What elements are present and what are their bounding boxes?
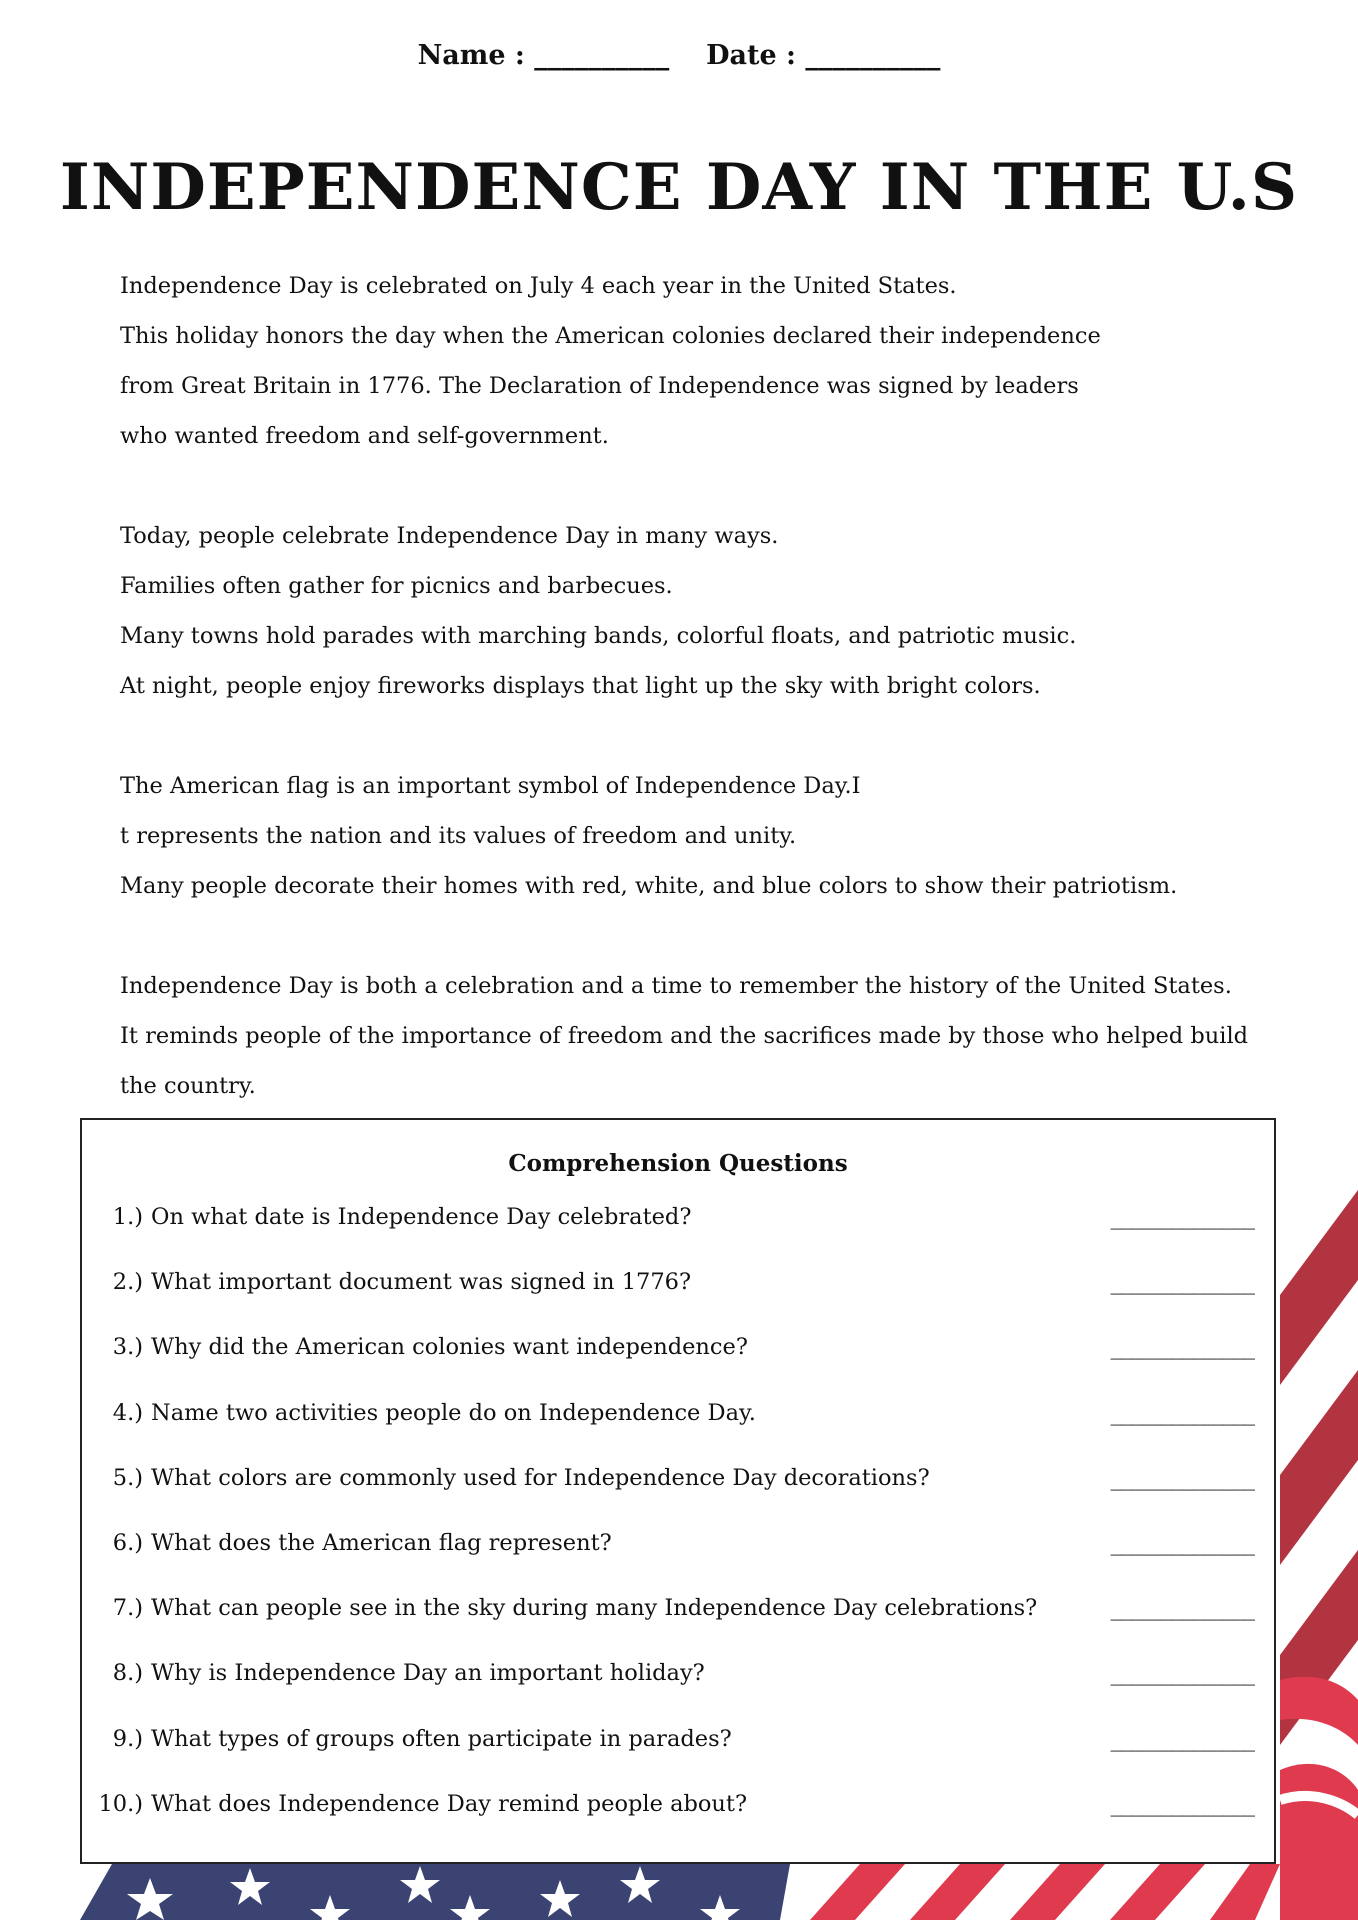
question-text: Why is Independence Day an important holiday?	[151, 1660, 705, 1687]
answer-blank[interactable]: ______________	[1110, 1595, 1254, 1622]
question-row	[82, 1453, 1274, 1518]
question-row	[82, 1518, 1274, 1583]
flag-blue-field	[80, 1864, 790, 1920]
passage-line: Independence Day is both a celebration and a time to remember the history of the United States.	[120, 973, 1232, 999]
question-row	[82, 1779, 1274, 1844]
question-number: 1.)	[112, 1204, 143, 1230]
passage-line: Families often gather for picnics and barbecues.	[120, 573, 673, 599]
question-number: 9.)	[112, 1725, 143, 1752]
passage-line: This holiday honors the day when the American colonies declared their independence	[120, 323, 1101, 349]
passage-line: Independence Day is celebrated on July 4 each year in the United States.	[120, 273, 957, 299]
answer-blank[interactable]: ______________	[1110, 1334, 1254, 1361]
passage-line: the country.	[120, 1073, 256, 1099]
question-number: 5.)	[112, 1464, 143, 1491]
answer-blank[interactable]: ______________	[1110, 1660, 1254, 1687]
date-field-label[interactable]: Date : __________	[706, 40, 941, 71]
question-text: What important document was signed in 1776?	[151, 1269, 692, 1296]
question-number: 7.)	[112, 1595, 143, 1622]
question-text: On what date is Independence Day celebrated?	[151, 1204, 692, 1230]
passage-line: who wanted freedom and self-government.	[120, 423, 609, 449]
page-title: INDEPENDENCE DAY IN THE U.S	[59, 150, 1299, 225]
answer-blank[interactable]: ______________	[1110, 1725, 1254, 1752]
question-text: What does the American flag represent?	[151, 1529, 612, 1556]
question-number: 10.)	[98, 1790, 143, 1817]
question-row	[82, 1388, 1274, 1453]
questions-list	[82, 1192, 1274, 1844]
passage-line: Many towns hold parades with marching bands, colorful floats, and patriotic music.	[120, 623, 1077, 649]
passage-line: Many people decorate their homes with red, white, and blue colors to show their patriotism.	[120, 873, 1178, 899]
name-date-header	[0, 40, 1358, 71]
question-row	[82, 1648, 1274, 1713]
answer-blank[interactable]: ______________	[1110, 1269, 1254, 1296]
flag-wave-bottom-right	[1280, 1677, 1358, 1920]
question-text: What does Independence Day remind people about?	[151, 1790, 748, 1817]
questions-heading: Comprehension Questions	[508, 1150, 848, 1177]
question-text: Why did the American colonies want independence?	[151, 1334, 748, 1361]
flag-stripes-bottom	[810, 1864, 1280, 1920]
question-number: 6.)	[112, 1529, 143, 1556]
passage-line: The American flag is an important symbol of Independence Day.I	[120, 773, 861, 799]
question-row	[82, 1257, 1274, 1322]
answer-blank[interactable]: ______________	[1110, 1399, 1254, 1426]
question-row	[82, 1714, 1274, 1779]
passage-line: from Great Britain in 1776. The Declaration of Independence was signed by leaders	[120, 373, 1079, 399]
question-row	[82, 1583, 1274, 1648]
question-text: Name two activities people do on Independence Day.	[151, 1399, 756, 1426]
passage-line: t represents the nation and its values of freedom and unity.	[120, 823, 797, 849]
question-number: 3.)	[112, 1334, 143, 1361]
question-text: What types of groups often participate in parades?	[151, 1725, 732, 1752]
reading-passage	[120, 261, 1320, 1111]
answer-blank[interactable]: ______________	[1110, 1790, 1254, 1817]
answer-blank[interactable]: ______________	[1110, 1464, 1254, 1491]
passage-line: It reminds people of the importance of freedom and the sacrifices made by those who helped build	[120, 1023, 1249, 1049]
answer-blank[interactable]: ______________	[1110, 1529, 1254, 1556]
question-text: What can people see in the sky during many Independence Day celebrations?	[151, 1595, 1038, 1622]
comprehension-questions-box	[80, 1118, 1276, 1864]
question-row	[82, 1322, 1274, 1387]
question-number: 4.)	[112, 1399, 143, 1426]
flag-stripes-right	[1280, 1190, 1358, 1745]
name-field-label[interactable]: Name : __________	[417, 40, 670, 71]
passage-line: At night, people enjoy fireworks displays that light up the sky with bright colors.	[120, 673, 1041, 699]
question-text: What colors are commonly used for Independence Day decorations?	[151, 1464, 930, 1491]
question-number: 8.)	[112, 1660, 143, 1687]
question-row	[82, 1192, 1274, 1257]
answer-blank[interactable]: ______________	[1110, 1204, 1254, 1230]
passage-line: Today, people celebrate Independence Day in many ways.	[120, 523, 779, 549]
question-number: 2.)	[112, 1269, 143, 1296]
